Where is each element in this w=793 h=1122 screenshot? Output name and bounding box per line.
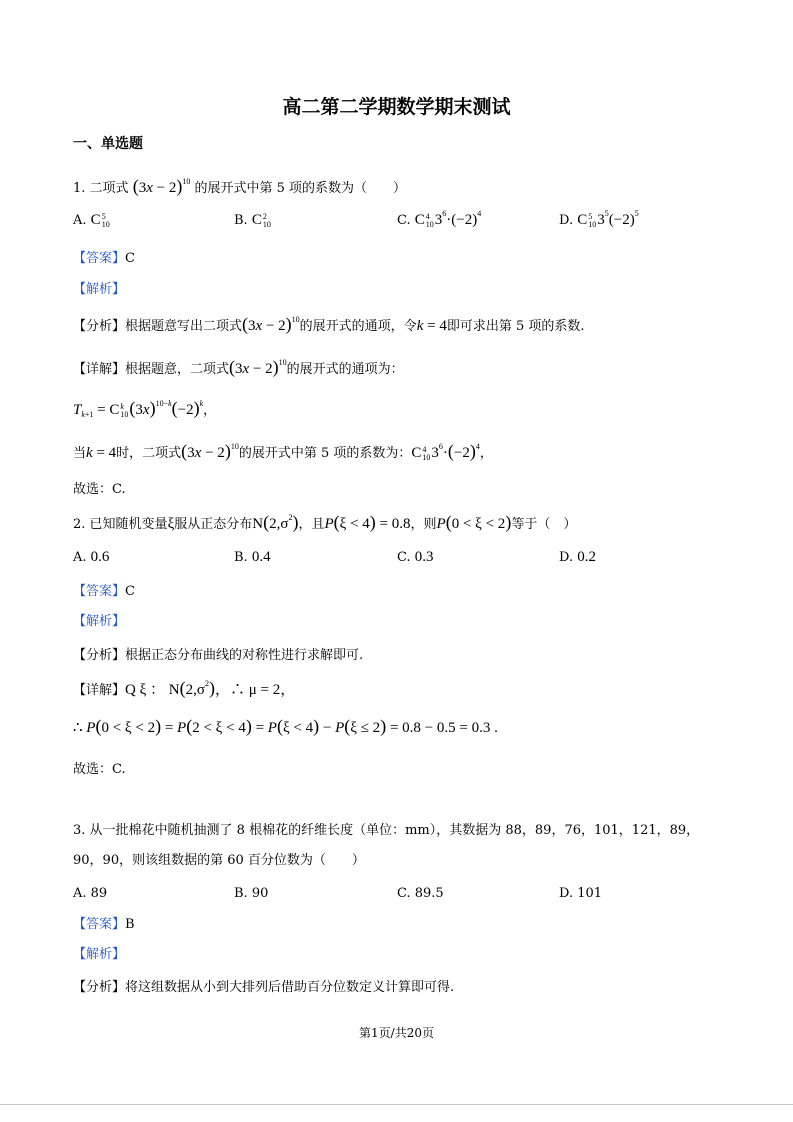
option-d[interactable]: D. 0.2 <box>559 549 596 565</box>
conclusion: 故选：C. <box>73 482 126 497</box>
math-probability: ∴ P(0 < ξ < 2) = P(2 < ξ < 4) = P(ξ < 4) − P(ξ ≤ 2) = 0.8 − 0.5 = 0.3 . <box>73 716 498 736</box>
answer-label: 【答案】 <box>73 584 126 599</box>
detail-line: 【详解】根据题意，二项式$(3x - 2)^{10}$的展开式的通项为： <box>73 357 404 377</box>
question-3-stem-line2: 90，90，则该组数据的第 60 百分位数为（ ） <box>73 853 365 868</box>
math-option-d: C 5 10 $3^5(-2)^5$ <box>577 209 639 229</box>
math-option-b: C 2 10 <box>251 211 271 229</box>
math-option-c: C 4 10 $3^6\cdot(-2)^4$ <box>414 209 482 229</box>
fenxi-label: 【分析】 <box>73 319 126 334</box>
fenxi-label: 【分析】 <box>73 980 126 995</box>
xiangjie-label: 【详解】 <box>73 683 126 698</box>
xiangjie-label: 【详解】 <box>73 362 126 377</box>
option-a[interactable]: A. 89 <box>73 886 108 901</box>
analysis-line: 【分析】将这组数据从小到大排列后借助百分位数定义计算即可得. <box>73 980 455 995</box>
option-a[interactable]: A. C 5 10 <box>73 211 110 229</box>
math-detail: Q ξ ： $N(2,\sigma^2)$，∴ μ = 2， <box>125 678 296 698</box>
analysis-heading <box>73 612 125 632</box>
analysis-heading <box>73 280 125 300</box>
option-c[interactable]: C. 89.5 <box>397 886 444 901</box>
answer-label: 【答案】 <box>73 251 126 266</box>
option-b[interactable]: B. C 2 10 <box>234 211 271 229</box>
question-2-stem: 2. 已知随机变量ξ服从正态分布$N(2,\sigma^2)$，且P(ξ < 4) = 0.8，则P(0 < ξ < 2)等于（ ） <box>73 512 577 532</box>
option-d[interactable]: D. C 5 10 $3^5(-2)^5$ <box>559 209 639 229</box>
option-c[interactable]: C. 0.3 <box>397 549 434 565</box>
question-number: 2. <box>73 517 90 532</box>
conclusion: 故选：C. <box>73 762 126 777</box>
math-binomial: $(3x - 2)^{10}$ <box>132 176 191 196</box>
page-title: 高二第二学期数学期末测试 <box>282 96 511 118</box>
section-heading: 一、单选题 <box>73 136 143 152</box>
math-option-a: C 5 10 <box>90 211 110 229</box>
page-footer: 第1页/共20页 <box>359 1026 434 1040</box>
answer-line: 【答案】C <box>73 584 135 599</box>
bottom-divider <box>0 1104 793 1105</box>
analysis-line: 【分析】根据题意写出二项式$(3x - 2)^{10}$的展开式的通项，令k = 4即可求出第 5 项的系数. <box>73 314 585 334</box>
analysis-label: 【解析】 <box>73 947 126 962</box>
option-b[interactable]: B. 90 <box>234 886 269 901</box>
probability-formula <box>73 716 498 739</box>
analysis-label: 【解析】 <box>73 614 126 629</box>
option-a[interactable]: A. 0.6 <box>73 549 110 565</box>
analysis-heading <box>73 945 125 965</box>
option-c[interactable]: C. C 4 10 $3^6\cdot(-2)^4$ <box>397 209 482 229</box>
math-general-term: $T_{k+1} = C$ k 10 $(3x)^{10-k}(-2)^k$ <box>73 398 204 419</box>
question-3-stem: 3. 从一批棉花中随机抽测了 8 根棉花的纤维长度（单位：mm），其数据为 88，89，76，101，121，89， <box>73 823 700 838</box>
fenxi-label: 【分析】 <box>73 648 126 663</box>
answer-line: 【答案】B <box>73 917 135 932</box>
detail-line-2: 当k = 4时，二项式$(3x - 2)^{10}$的展开式中第 5 项的系数为：C 4 10 $3^6\cdot(-2)^4$， <box>73 441 493 462</box>
answer-line: 【答案】C <box>73 251 135 266</box>
question-number: 1. <box>73 181 90 196</box>
option-d[interactable]: D. 101 <box>559 886 603 901</box>
answer-label: 【答案】 <box>73 917 126 932</box>
general-term-formula: $T_{k+1} = C$ k 10 $(3x)^{10-k}(-2)^k$， <box>73 398 217 419</box>
detail-line <box>73 678 295 701</box>
analysis-label: 【解析】 <box>73 282 126 297</box>
analysis-line: 【分析】根据正态分布曲线的对称性进行求解即可. <box>73 648 364 663</box>
option-b[interactable]: B. 0.4 <box>234 549 271 565</box>
question-1-stem: 1. 二项式 $(3x - 2)^{10}$ 的展开式中第 5 项的系数为（ ） <box>73 176 407 196</box>
